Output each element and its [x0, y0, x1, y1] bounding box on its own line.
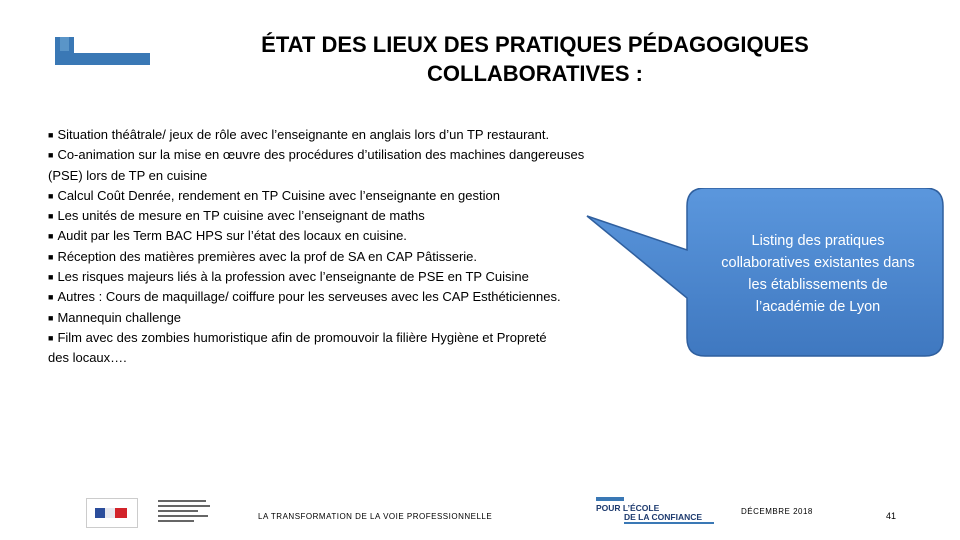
brand-logo-mark	[55, 37, 150, 65]
list-item	[48, 166, 688, 186]
list-item-text: Mannequin challenge	[57, 309, 182, 325]
list-item-text: Réception des matières premières avec la prof de SA en CAP Pâtisserie.	[57, 248, 478, 264]
callout-line: l’académie de Lyon	[755, 299, 881, 315]
marianne-logo-icon	[86, 498, 138, 528]
list-item	[48, 145, 688, 165]
ministry-wordmark	[158, 500, 214, 526]
list-item-text: Co-animation sur la mise en œuvre des procédures d’utilisation des machines dangereuses	[57, 147, 585, 163]
list-item-text: des locaux….	[48, 350, 127, 366]
ministry-logo	[86, 498, 214, 528]
square-bullet-icon: ■	[48, 231, 54, 242]
list-item-text: Audit par les Term BAC HPS sur l’état des locaux en cuisine.	[57, 228, 407, 244]
square-bullet-icon: ■	[48, 312, 54, 323]
list-item-text: Calcul Coût Denrée, rendement en TP Cuisine avec l’enseignante en gestion	[57, 187, 500, 203]
title-line-2: COLLABORATIVES :	[427, 61, 643, 86]
callout-line: collaboratives existantes dans	[721, 255, 915, 271]
square-bullet-icon: ■	[48, 211, 54, 222]
square-bullet-icon: ■	[48, 150, 54, 161]
callout-line: les établissements de	[748, 277, 888, 293]
callout-line: Listing des pratiques	[751, 233, 885, 249]
square-bullet-icon: ■	[48, 190, 54, 201]
list-item-text: (PSE) lors de TP en cuisine	[48, 167, 208, 183]
footer-center-text: LA TRANSFORMATION DE LA VOIE PROFESSIONNELLE	[258, 512, 493, 521]
confiance-line-1: POUR L’ÉCOLE	[596, 503, 660, 513]
square-bullet-icon: ■	[48, 332, 54, 343]
title-line-1: ÉTAT DES LIEUX DES PRATIQUES PÉDAGOGIQUES	[261, 32, 809, 57]
square-bullet-icon: ■	[48, 272, 54, 283]
ecole-confiance-logo	[596, 497, 716, 523]
callout-text	[700, 230, 936, 318]
square-bullet-icon: ■	[48, 251, 54, 262]
list-item-text: Les unités de mesure en TP cuisine avec l’enseignant de maths	[57, 208, 425, 224]
list-item-text: Autres : Cours de maquillage/ coiffure pour les serveuses avec les CAP Esthéticiennes.	[57, 289, 561, 305]
square-bullet-icon: ■	[48, 292, 54, 303]
footer-date: DÉCEMBRE 2018	[741, 507, 813, 516]
list-item-text: Film avec des zombies humoristique afin de promouvoir la filière Hygiène et Propreté	[57, 329, 547, 345]
list-item-text: Les risques majeurs liés à la profession avec l’enseignante de PSE en TP Cuisine	[57, 269, 529, 285]
confiance-line-2: DE LA CONFIANCE	[624, 512, 703, 522]
page-number: 41	[886, 511, 897, 521]
slide-title	[160, 30, 910, 88]
square-bullet-icon: ■	[48, 130, 54, 140]
list-item	[48, 125, 688, 145]
list-item-text: Situation théâtrale/ jeux de rôle avec l’enseignante en anglais lors d’un TP restaurant.	[57, 127, 550, 142]
